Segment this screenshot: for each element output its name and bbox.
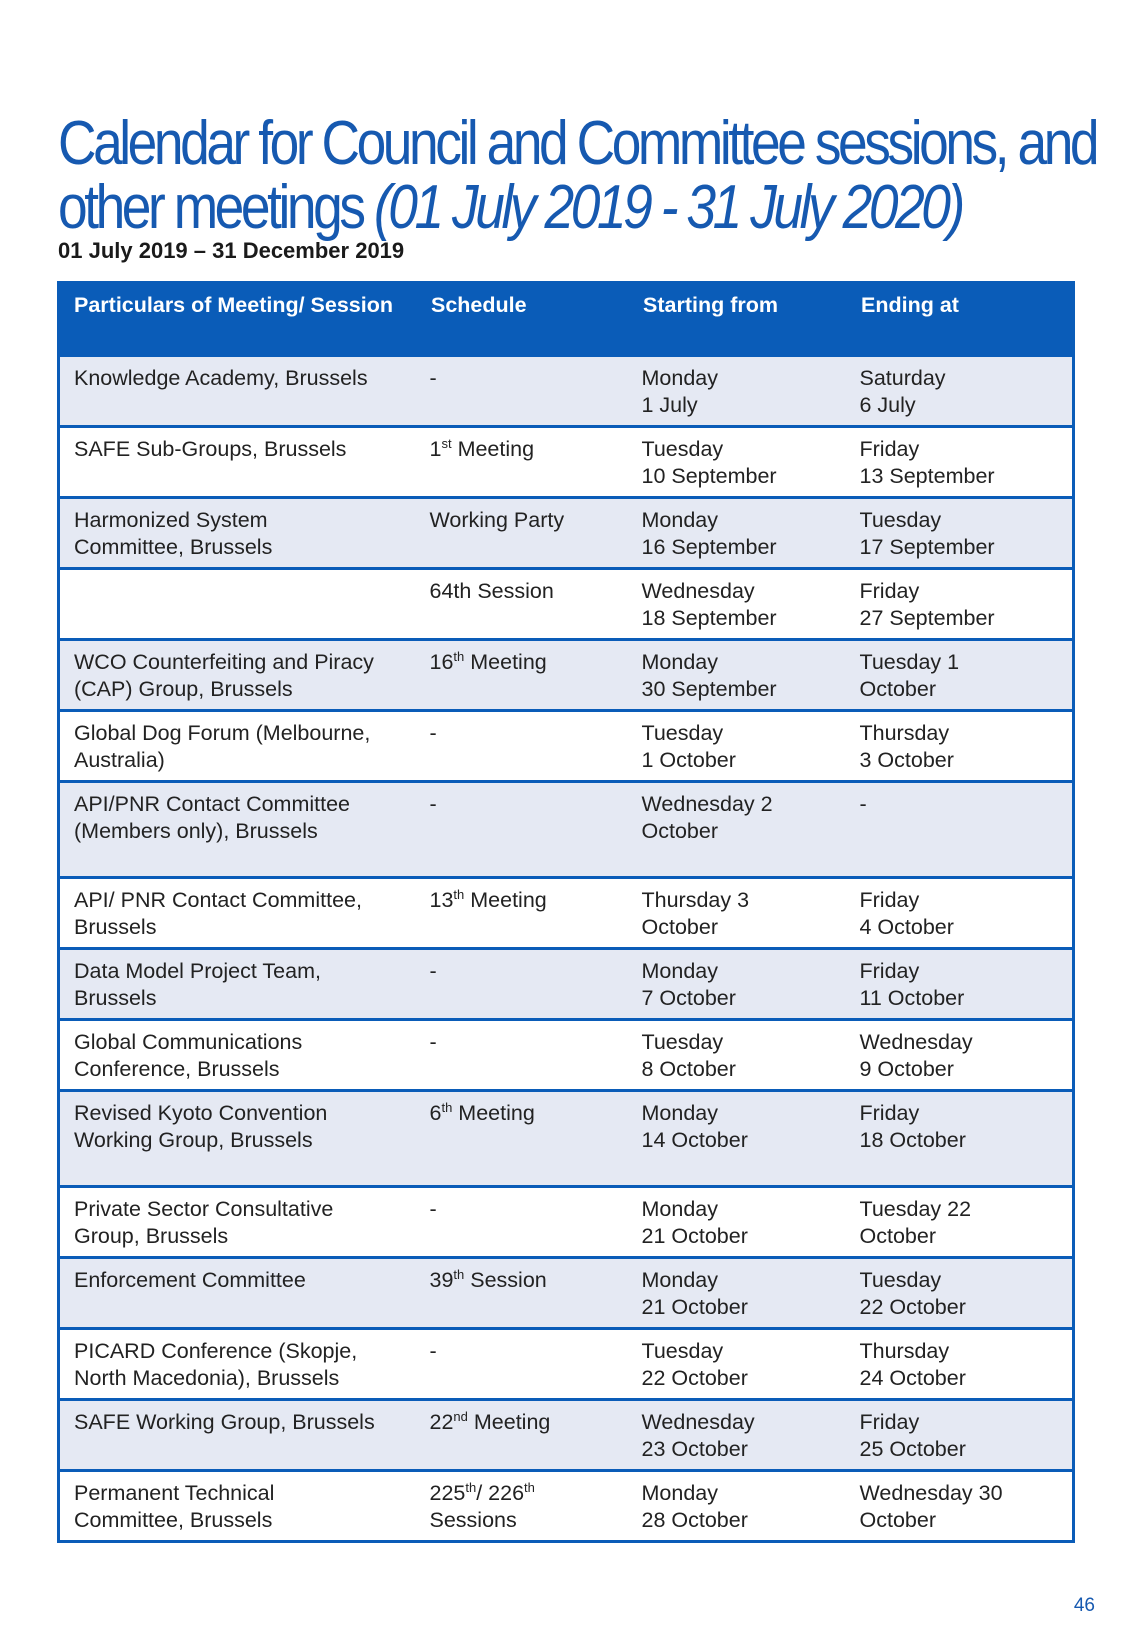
- schedule-line: [430, 958, 614, 985]
- period-heading: 01 July 2019 – 31 December 2019: [58, 238, 405, 263]
- end-date-line: 9 October: [859, 1057, 954, 1081]
- end-date-line: Friday: [859, 959, 920, 983]
- start-date-line: 22 October: [641, 1366, 748, 1390]
- schedule-line: [430, 1409, 614, 1436]
- end-date-line: Tuesday: [859, 508, 942, 532]
- particulars-line: (Members only), Brussels: [74, 819, 318, 843]
- particulars-line: API/PNR Contact Committee: [74, 792, 351, 816]
- cell-ending-at: [846, 1258, 1074, 1329]
- end-date-line: Wednesday: [859, 1030, 973, 1054]
- page-number: 46: [1073, 1595, 1095, 1616]
- particulars-line: SAFE Working Group, Brussels: [74, 1410, 375, 1434]
- cell-ending-at: [846, 427, 1074, 498]
- cell-particulars: [59, 640, 416, 711]
- cell-starting-from: [628, 1187, 846, 1258]
- end-date-line: 27 September: [859, 606, 995, 630]
- schedule-text: 16: [429, 650, 454, 674]
- title-line-2-prefix: other meetings: [58, 172, 363, 242]
- start-date-line: 1 July: [641, 393, 698, 417]
- end-date-line: 4 October: [859, 915, 954, 939]
- schedule-text: -: [429, 959, 437, 983]
- cell-starting-from: [628, 1471, 846, 1542]
- schedule-line: [430, 1267, 614, 1294]
- particulars-line: North Macedonia), Brussels: [74, 1366, 340, 1390]
- start-date-line: Thursday 3: [641, 888, 750, 912]
- cell-schedule: [416, 569, 628, 640]
- schedule-line: [430, 1338, 614, 1365]
- cell-starting-from: [628, 569, 846, 640]
- start-date-line: Monday: [641, 1268, 718, 1292]
- cell-schedule: [416, 949, 628, 1020]
- schedule-text-after: / 226: [476, 1481, 525, 1505]
- particulars-line: SAFE Sub-Groups, Brussels: [74, 437, 347, 461]
- particulars-line: Committee, Brussels: [74, 1508, 273, 1532]
- table-row: [59, 1471, 1074, 1542]
- table-row: [59, 878, 1074, 949]
- end-date-line: 22 October: [859, 1295, 966, 1319]
- ordinal-suffix: nd: [453, 1409, 468, 1424]
- ordinal-suffix: th: [453, 887, 465, 902]
- cell-schedule: [416, 1471, 628, 1542]
- start-date-line: 28 October: [641, 1508, 748, 1532]
- cell-ending-at: [846, 1020, 1074, 1091]
- cell-schedule: [416, 782, 628, 878]
- end-date-line: -: [859, 792, 867, 816]
- start-date-line: 30 September: [641, 677, 777, 701]
- particulars-line: (CAP) Group, Brussels: [74, 677, 293, 701]
- cell-particulars: [59, 427, 416, 498]
- start-date-line: 16 September: [641, 535, 777, 559]
- schedule-line: Sessions: [429, 1508, 517, 1532]
- end-date-line: 25 October: [859, 1437, 966, 1461]
- schedule-line: [430, 1480, 614, 1507]
- schedule-line: [430, 649, 614, 676]
- particulars-line: PICARD Conference (Skopje,: [74, 1339, 358, 1363]
- cell-particulars: [59, 711, 416, 782]
- table-row: [59, 569, 1074, 640]
- cell-ending-at: [846, 878, 1074, 949]
- start-date-line: Tuesday: [641, 437, 724, 461]
- schedule-text: 13: [429, 888, 454, 912]
- cell-ending-at: [846, 1091, 1074, 1187]
- table-row: [59, 1091, 1074, 1187]
- header-ending-at: Ending at: [846, 283, 1074, 356]
- start-date-line: Wednesday: [641, 579, 755, 603]
- start-date-line: 1 October: [641, 748, 736, 772]
- cell-ending-at: [846, 1187, 1074, 1258]
- table-row: [59, 1400, 1074, 1471]
- start-date-line: Monday: [641, 508, 718, 532]
- ordinal-suffix: th: [524, 1480, 535, 1495]
- cell-starting-from: [628, 498, 846, 569]
- end-date-line: 6 July: [859, 393, 916, 417]
- start-date-line: Wednesday 2: [641, 792, 773, 816]
- end-date-line: Friday: [859, 579, 920, 603]
- schedule-text-after: Meeting: [452, 1101, 535, 1125]
- table-row: [59, 498, 1074, 569]
- cell-schedule: [416, 427, 628, 498]
- schedule-text: -: [429, 1030, 437, 1054]
- cell-starting-from: [628, 427, 846, 498]
- cell-particulars: [59, 1258, 416, 1329]
- start-date-line: 21 October: [641, 1295, 748, 1319]
- cell-schedule: [416, 1187, 628, 1258]
- schedule-text: -: [429, 721, 437, 745]
- calendar-table: [57, 281, 1075, 1543]
- schedule-line: [430, 365, 614, 392]
- particulars-line: Revised Kyoto Convention: [74, 1101, 328, 1125]
- start-date-line: 23 October: [641, 1437, 748, 1461]
- schedule-text-after: Session: [464, 1268, 547, 1292]
- cell-particulars: [59, 356, 416, 427]
- schedule-line: [430, 1100, 614, 1127]
- header-starting-from: Starting from: [628, 283, 846, 356]
- table-row: [59, 1258, 1074, 1329]
- cell-starting-from: [628, 949, 846, 1020]
- cell-particulars: [59, 949, 416, 1020]
- particulars-line: [74, 578, 402, 605]
- table-row: [59, 640, 1074, 711]
- title-line-2: [58, 172, 962, 242]
- title-line-1: Calendar for Council and Committee sessions, and: [58, 108, 1097, 178]
- start-date-line: Monday: [641, 1101, 718, 1125]
- cell-schedule: [416, 1400, 628, 1471]
- end-date-line: Tuesday: [859, 1268, 942, 1292]
- cell-particulars: [59, 782, 416, 878]
- cell-starting-from: [628, 1020, 846, 1091]
- particulars-line: Enforcement Committee: [74, 1268, 306, 1292]
- schedule-text-after: Meeting: [464, 888, 547, 912]
- cell-schedule: [416, 640, 628, 711]
- schedule-line: [430, 1196, 614, 1223]
- start-date-line: 7 October: [641, 986, 736, 1010]
- end-date-line: Saturday: [859, 366, 946, 390]
- cell-ending-at: [846, 356, 1074, 427]
- end-date-line: 18 October: [859, 1128, 966, 1152]
- cell-starting-from: [628, 1091, 846, 1187]
- start-date-line: October: [641, 915, 718, 939]
- start-date-line: 8 October: [641, 1057, 736, 1081]
- schedule-text-after: Meeting: [464, 650, 547, 674]
- table-body: [59, 356, 1074, 1542]
- schedule-text: 1: [429, 437, 442, 461]
- schedule-text: 39: [429, 1268, 454, 1292]
- end-date-line: Thursday: [859, 721, 950, 745]
- cell-starting-from: [628, 878, 846, 949]
- schedule-text: -: [429, 366, 437, 390]
- cell-starting-from: [628, 711, 846, 782]
- particulars-line: Conference, Brussels: [74, 1057, 280, 1081]
- cell-ending-at: [846, 498, 1074, 569]
- start-date-line: 10 September: [641, 464, 777, 488]
- table-row: [59, 1020, 1074, 1091]
- end-date-line: 13 September: [859, 464, 995, 488]
- schedule-line: [430, 578, 614, 605]
- particulars-line: Group, Brussels: [74, 1224, 229, 1248]
- particulars-line: Global Communications: [74, 1030, 303, 1054]
- start-date-line: Monday: [641, 959, 718, 983]
- cell-schedule: [416, 878, 628, 949]
- header-particulars: Particulars of Meeting/ Session: [59, 283, 416, 356]
- end-date-line: 24 October: [859, 1366, 966, 1390]
- table-row: [59, 356, 1074, 427]
- cell-particulars: [59, 1091, 416, 1187]
- schedule-line: [430, 507, 614, 534]
- cell-particulars: [59, 1020, 416, 1091]
- cell-ending-at: [846, 1471, 1074, 1542]
- cell-ending-at: [846, 569, 1074, 640]
- table-row: [59, 949, 1074, 1020]
- particulars-line: Committee, Brussels: [74, 535, 273, 559]
- ordinal-suffix: th: [441, 1100, 453, 1115]
- start-date-line: Tuesday: [641, 721, 724, 745]
- start-date-line: October: [641, 819, 718, 843]
- schedule-line: [430, 791, 614, 818]
- cell-particulars: [59, 1400, 416, 1471]
- cell-ending-at: [846, 640, 1074, 711]
- cell-starting-from: [628, 1329, 846, 1400]
- end-date-line: 17 September: [859, 535, 995, 559]
- start-date-line: Monday: [641, 650, 718, 674]
- end-date-line: 11 October: [859, 986, 965, 1010]
- schedule-text: -: [429, 1197, 437, 1221]
- cell-starting-from: [628, 1400, 846, 1471]
- start-date-line: Tuesday: [641, 1030, 724, 1054]
- cell-starting-from: [628, 640, 846, 711]
- schedule-text: 225: [429, 1481, 466, 1505]
- title-date-range: (01 July 2019 - 31 July 2020): [373, 172, 962, 242]
- schedule-line: [430, 720, 614, 747]
- end-date-line: October: [859, 1224, 936, 1248]
- schedule-text: Working Party: [429, 508, 565, 532]
- end-date-line: Friday: [859, 888, 920, 912]
- cell-ending-at: [846, 1400, 1074, 1471]
- schedule-text: 6: [429, 1101, 442, 1125]
- schedule-text-after: Meeting: [467, 1410, 551, 1434]
- start-date-line: Monday: [641, 1197, 718, 1221]
- schedule-text: -: [429, 792, 437, 816]
- particulars-line: Brussels: [74, 986, 157, 1010]
- start-date-line: Tuesday: [641, 1339, 724, 1363]
- end-date-line: Friday: [859, 1101, 920, 1125]
- cell-starting-from: [628, 1258, 846, 1329]
- schedule-text: -: [429, 1339, 437, 1363]
- schedule-line: [430, 436, 614, 463]
- table-row: [59, 711, 1074, 782]
- end-date-line: Tuesday 1: [859, 650, 960, 674]
- cell-particulars: [59, 569, 416, 640]
- ordinal-suffix: th: [453, 649, 465, 664]
- schedule-text: 22: [429, 1410, 454, 1434]
- start-date-line: 14 October: [641, 1128, 748, 1152]
- end-date-line: October: [859, 1508, 936, 1532]
- particulars-line: Private Sector Consultative: [74, 1197, 334, 1221]
- table-row: [59, 782, 1074, 878]
- cell-schedule: [416, 1329, 628, 1400]
- ordinal-suffix: th: [453, 1267, 465, 1282]
- cell-starting-from: [628, 782, 846, 878]
- cell-starting-from: [628, 356, 846, 427]
- table-header-row: [59, 283, 1074, 356]
- particulars-line: Working Group, Brussels: [74, 1128, 313, 1152]
- table-row: [59, 1329, 1074, 1400]
- cell-schedule: [416, 711, 628, 782]
- start-date-line: 21 October: [641, 1224, 748, 1248]
- particulars-line: Australia): [74, 748, 165, 772]
- end-date-line: Thursday: [859, 1339, 950, 1363]
- end-date-line: Friday: [859, 437, 920, 461]
- particulars-line: Harmonized System: [74, 508, 268, 532]
- start-date-line: Wednesday: [641, 1410, 755, 1434]
- end-date-line: Tuesday 22: [859, 1197, 972, 1221]
- end-date-line: 3 October: [859, 748, 954, 772]
- cell-schedule: [416, 1020, 628, 1091]
- cell-particulars: [59, 1187, 416, 1258]
- schedule-line: [430, 1029, 614, 1056]
- cell-particulars: [59, 1329, 416, 1400]
- table-row: [59, 1187, 1074, 1258]
- particulars-line: API/ PNR Contact Committee,: [74, 888, 362, 912]
- particulars-line: Brussels: [74, 915, 157, 939]
- cell-ending-at: [846, 711, 1074, 782]
- cell-ending-at: [846, 1329, 1074, 1400]
- schedule-text-after: Meeting: [451, 437, 535, 461]
- schedule-line: [430, 887, 614, 914]
- start-date-line: Monday: [641, 1481, 718, 1505]
- end-date-line: October: [859, 677, 936, 701]
- end-date-line: Friday: [859, 1410, 920, 1434]
- cell-ending-at: [846, 949, 1074, 1020]
- particulars-line: Data Model Project Team,: [74, 959, 321, 983]
- end-date-line: Wednesday 30: [859, 1481, 1003, 1505]
- schedule-text: 64th Session: [429, 579, 554, 603]
- particulars-line: Knowledge Academy, Brussels: [74, 366, 368, 390]
- particulars-line: Permanent Technical: [74, 1481, 275, 1505]
- table-row: [59, 427, 1074, 498]
- cell-particulars: [59, 878, 416, 949]
- ordinal-suffix: st: [441, 436, 452, 451]
- cell-schedule: [416, 356, 628, 427]
- start-date-line: Monday: [641, 366, 718, 390]
- cell-particulars: [59, 1471, 416, 1542]
- cell-ending-at: [846, 782, 1074, 878]
- header-schedule: Schedule: [416, 283, 628, 356]
- ordinal-suffix: th: [465, 1480, 477, 1495]
- cell-schedule: [416, 498, 628, 569]
- start-date-line: 18 September: [641, 606, 777, 630]
- cell-particulars: [59, 498, 416, 569]
- page-title: [58, 108, 1097, 242]
- particulars-line: Global Dog Forum (Melbourne,: [74, 721, 371, 745]
- cell-schedule: [416, 1258, 628, 1329]
- cell-schedule: [416, 1091, 628, 1187]
- particulars-line: WCO Counterfeiting and Piracy: [74, 650, 374, 674]
